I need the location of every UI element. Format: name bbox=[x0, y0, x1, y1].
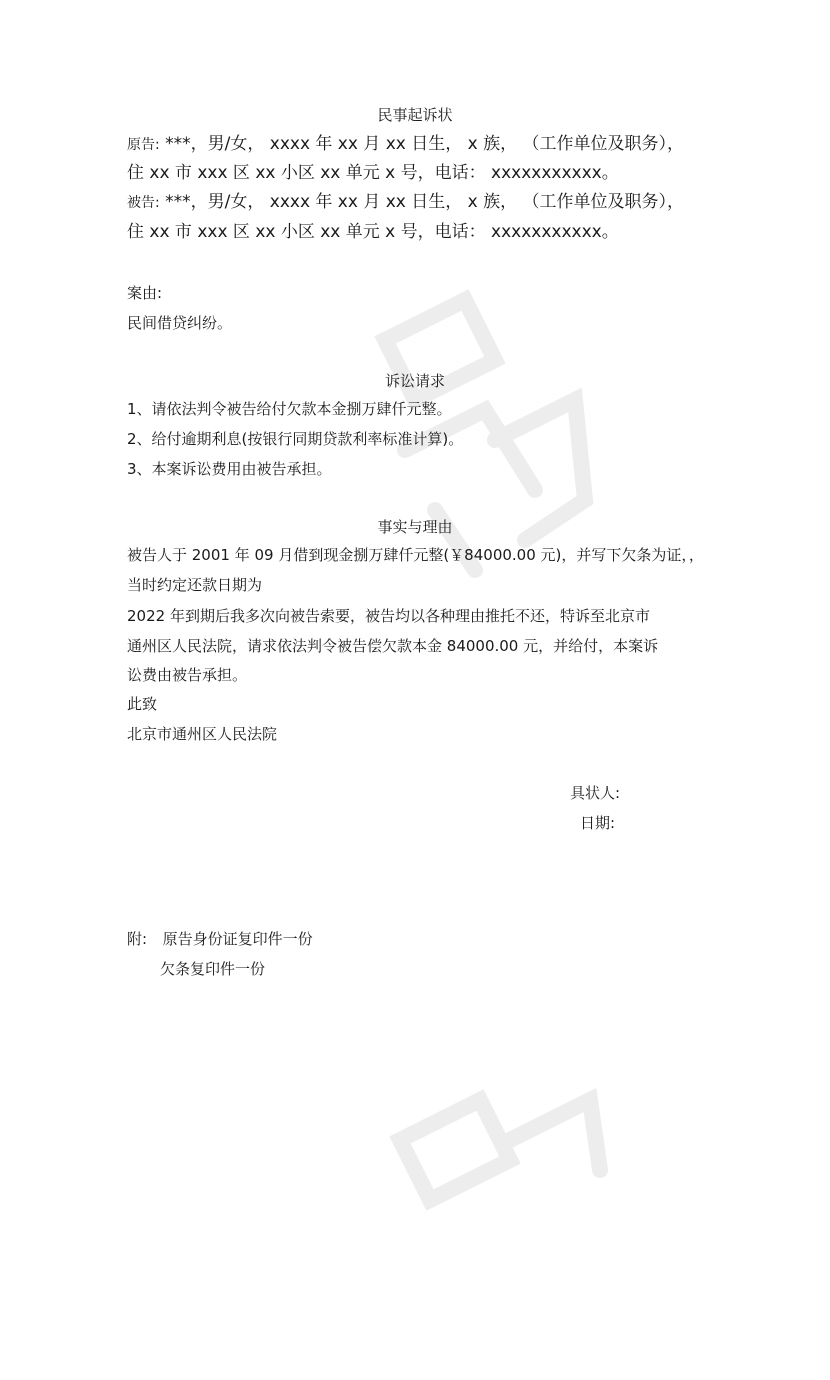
attachments-row-1 bbox=[127, 930, 313, 948]
attachments-label: 附: bbox=[127, 930, 148, 948]
claim-item: 1、请依法判令被告给付欠款本金捌万肆仟元整。 bbox=[127, 400, 452, 418]
claim-item: 2、给付逾期利息(按银行同期贷款利率标准计算)。 bbox=[127, 430, 464, 448]
court-name: 北京市通州区人民法院 bbox=[127, 725, 278, 743]
date-label: 日期: bbox=[580, 814, 616, 832]
cause-label: 案由: bbox=[127, 284, 163, 302]
defendant-line-1 bbox=[127, 192, 684, 212]
facts-line: 当时约定还款日期为 bbox=[127, 576, 263, 594]
defendant-info: ***，男/女， xxxx 年 xx 月 xx 日生， x 族， （工作单位及职务）， bbox=[165, 192, 685, 212]
defendant-address: 住 xx 市 xxx 区 xx 小区 xx 单元 x 号，电话： xxxxxxxxxxx。 bbox=[127, 222, 619, 242]
watermark-graphic bbox=[360, 1080, 620, 1380]
facts-line: 通州区人民法院，请求依法判令被告偿欠款本金 84000.00 元，并给付，本案诉 bbox=[127, 637, 659, 655]
plaintiff-info: ***，男/女， xxxx 年 xx 月 xx 日生， x 族， （工作单位及职务）， bbox=[165, 134, 685, 154]
facts-line: 2022 年到期后我多次向被告索要，被告均以各种理由推托不还，特诉至北京市 bbox=[127, 607, 650, 625]
claims-heading: 诉讼请求 bbox=[384, 372, 445, 390]
cause-text: 民间借贷纠纷。 bbox=[127, 314, 233, 332]
document-title: 民事起诉状 bbox=[377, 106, 453, 124]
plaintiff-label: 原告: bbox=[127, 137, 160, 153]
facts-line: 被告人于 2001 年 09 月借到现金捌万肆仟元整(￥84000.00 元)，并写下欠条为证，， bbox=[127, 546, 704, 564]
claim-item: 3、本案诉讼费用由被告承担。 bbox=[127, 460, 332, 478]
plaintiff-line-1 bbox=[127, 134, 684, 154]
facts-heading: 事实与理由 bbox=[377, 518, 453, 536]
attachment-item: 欠条复印件一份 bbox=[160, 960, 266, 978]
plaintiff-address: 住 xx 市 xxx 区 xx 小区 xx 单元 x 号，电话： xxxxxxxxxxx。 bbox=[127, 163, 619, 183]
signer-label: 具状人: bbox=[570, 784, 621, 802]
salutation: 此致 bbox=[127, 695, 158, 713]
attachment-item: 原告身份证复印件一份 bbox=[162, 930, 313, 948]
defendant-label: 被告: bbox=[127, 195, 160, 211]
facts-line: 讼费由被告承担。 bbox=[127, 666, 248, 684]
